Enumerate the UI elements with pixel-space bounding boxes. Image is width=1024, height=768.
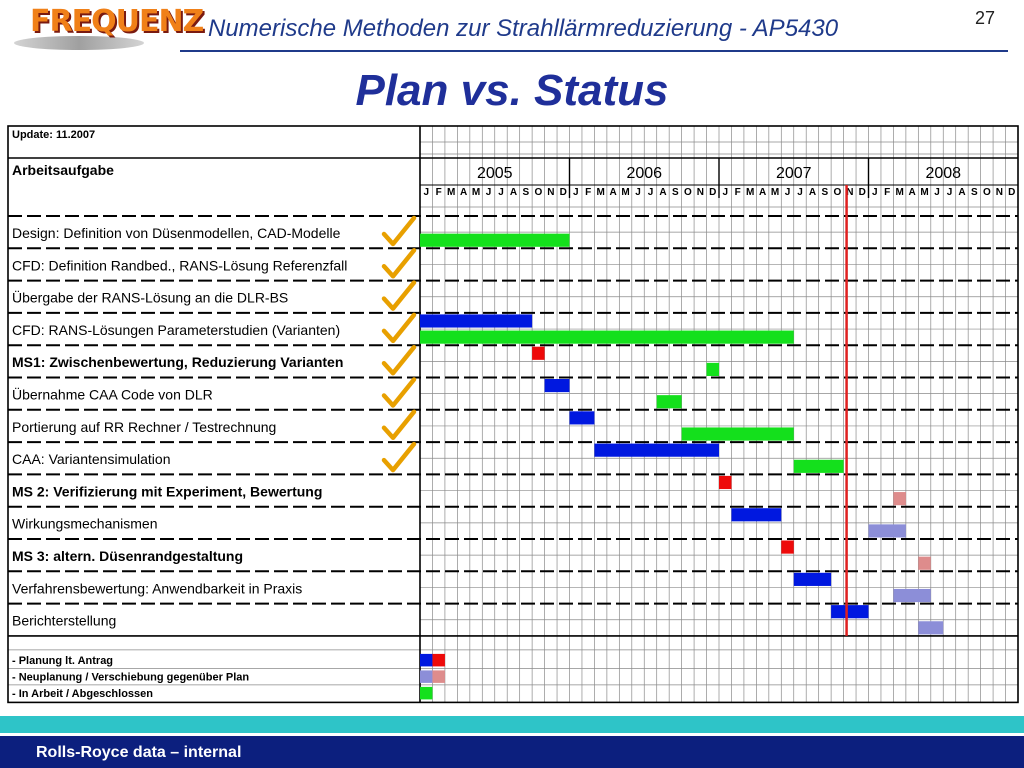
month-label: M: [920, 187, 929, 198]
gantt-bar-plan: [570, 411, 595, 424]
year-label: 2007: [775, 165, 812, 182]
month-label: J: [647, 187, 654, 198]
month-label: J: [722, 187, 729, 198]
gantt-bar-replan: [918, 621, 943, 634]
month-label: M: [895, 187, 904, 198]
gantt-bar-replan: [869, 524, 906, 537]
task-label: CAA: Variantensimulation: [12, 451, 171, 468]
task-column-header: Arbeitsaufgabe: [12, 162, 114, 178]
gantt-bar-plan: [545, 379, 570, 392]
month-label: F: [585, 187, 592, 198]
task-label: Design: Definition von Düsenmodellen, CAD-Modelle: [12, 225, 341, 241]
month-label: M: [745, 187, 755, 198]
page-number: 27: [975, 8, 996, 28]
month-label: N: [995, 187, 1003, 198]
month-label: A: [808, 187, 817, 198]
gantt-bar-done: [707, 363, 719, 376]
month-label: M: [770, 187, 780, 198]
month-label: J: [797, 187, 803, 198]
task-label: Verfahrensbewertung: Anwendbarkeit in Praxis: [12, 580, 303, 597]
month-label: O: [982, 187, 991, 198]
month-label: F: [435, 187, 442, 198]
frequenz-logo: FREQUENZ: [30, 4, 204, 39]
month-label: A: [609, 187, 617, 198]
task-label: Übernahme CAA Code von DLR: [12, 386, 213, 403]
month-label: A: [459, 187, 468, 198]
year-label: 2006: [626, 165, 663, 182]
gantt-bar-plan: [831, 605, 868, 618]
month-label: J: [572, 187, 579, 198]
month-label: J: [871, 187, 878, 198]
header-title: Numerische Methoden zur Strahllärmreduzierung - AP5430: [208, 15, 839, 42]
gantt-bar-done: [657, 395, 682, 408]
gantt-bar-done: [420, 234, 570, 247]
month-label: D: [709, 187, 717, 198]
task-label: Berichterstellung: [12, 612, 117, 629]
gantt-bar-replan: [893, 589, 930, 602]
month-label: A: [758, 187, 767, 198]
gantt-bar-milestone-replan: [918, 557, 930, 570]
month-label: N: [547, 187, 555, 198]
month-label: D: [858, 187, 866, 198]
month-label: M: [621, 187, 630, 198]
month-label: M: [471, 187, 481, 198]
month-label: F: [884, 187, 891, 198]
legend-label: - Planung lt. Antrag: [12, 654, 114, 667]
month-label: A: [908, 187, 916, 198]
gantt-bar-milestone-replan: [893, 492, 905, 505]
gantt-bar-done: [682, 427, 794, 440]
month-label: J: [784, 187, 791, 198]
month-label: S: [522, 187, 530, 198]
footer-accent-bar: [0, 716, 1024, 733]
legend-swatch-milestone-replan: [432, 670, 444, 683]
month-label: F: [734, 187, 741, 198]
task-label: MS 3: altern. Düsenrandgestaltung: [12, 548, 244, 564]
month-label: D: [559, 187, 567, 198]
month-label: J: [635, 187, 641, 198]
month-label: M: [446, 187, 456, 198]
legend-swatch-milestone-plan: [432, 654, 444, 667]
month-label: S: [971, 187, 978, 198]
task-label: MS1: Zwischenbewertung, Reduzierung Varianten: [12, 354, 344, 371]
month-label: D: [1008, 187, 1016, 198]
task-label: CFD: Definition Randbed., RANS-Lösung Referenzfall: [12, 257, 348, 274]
month-label: O: [534, 187, 543, 198]
legend-label: - In Arbeit / Abgeschlossen: [12, 687, 153, 700]
year-label: 2005: [476, 165, 513, 182]
footer-text: Rolls-Royce data – internal: [36, 744, 242, 761]
month-label: O: [683, 187, 692, 198]
month-label: J: [498, 187, 504, 198]
gantt-bar-done: [420, 331, 794, 344]
slide-title: Plan vs. Status: [355, 66, 669, 115]
month-label: N: [846, 187, 854, 198]
legend-swatch-plan: [420, 654, 432, 667]
legend-label: - Neuplanung / Verschiebung gegenüber Plan: [12, 671, 250, 684]
gantt-bar-plan: [594, 444, 719, 457]
gantt-bar-milestone-plan: [781, 541, 793, 554]
month-label: A: [509, 187, 518, 198]
month-label: J: [946, 187, 953, 198]
gantt-bar-milestone-plan: [719, 476, 731, 489]
month-label: M: [596, 187, 605, 198]
gantt-bar-plan: [420, 314, 532, 327]
legend-swatch-replan: [420, 670, 432, 683]
gantt-bar-done: [794, 460, 844, 473]
month-label: S: [672, 187, 679, 198]
year-label: 2008: [925, 165, 962, 182]
task-label: Übergabe der RANS-Lösung an die DLR-BS: [12, 289, 289, 306]
month-label: A: [659, 187, 667, 198]
task-label: Wirkungsmechanismen: [12, 515, 158, 532]
gantt-bar-milestone-plan: [532, 347, 544, 360]
month-label: O: [833, 187, 842, 198]
month-label: J: [485, 187, 492, 198]
gantt-bar-plan: [731, 508, 781, 521]
gantt-bar-plan: [794, 573, 831, 586]
update-label: Update: 11.2007: [12, 129, 96, 141]
month-label: N: [696, 187, 704, 198]
task-label: Portierung auf RR Rechner / Testrechnung: [12, 418, 277, 435]
task-label: CFD: RANS-Lösungen Parameterstudien (Varianten): [12, 321, 341, 338]
month-label: J: [934, 187, 940, 198]
month-label: S: [821, 187, 829, 198]
month-label: A: [958, 187, 966, 198]
task-label: MS 2: Verifizierung mit Experiment, Bewertung: [12, 483, 323, 500]
month-label: J: [423, 187, 430, 198]
legend-swatch-done: [420, 687, 432, 700]
